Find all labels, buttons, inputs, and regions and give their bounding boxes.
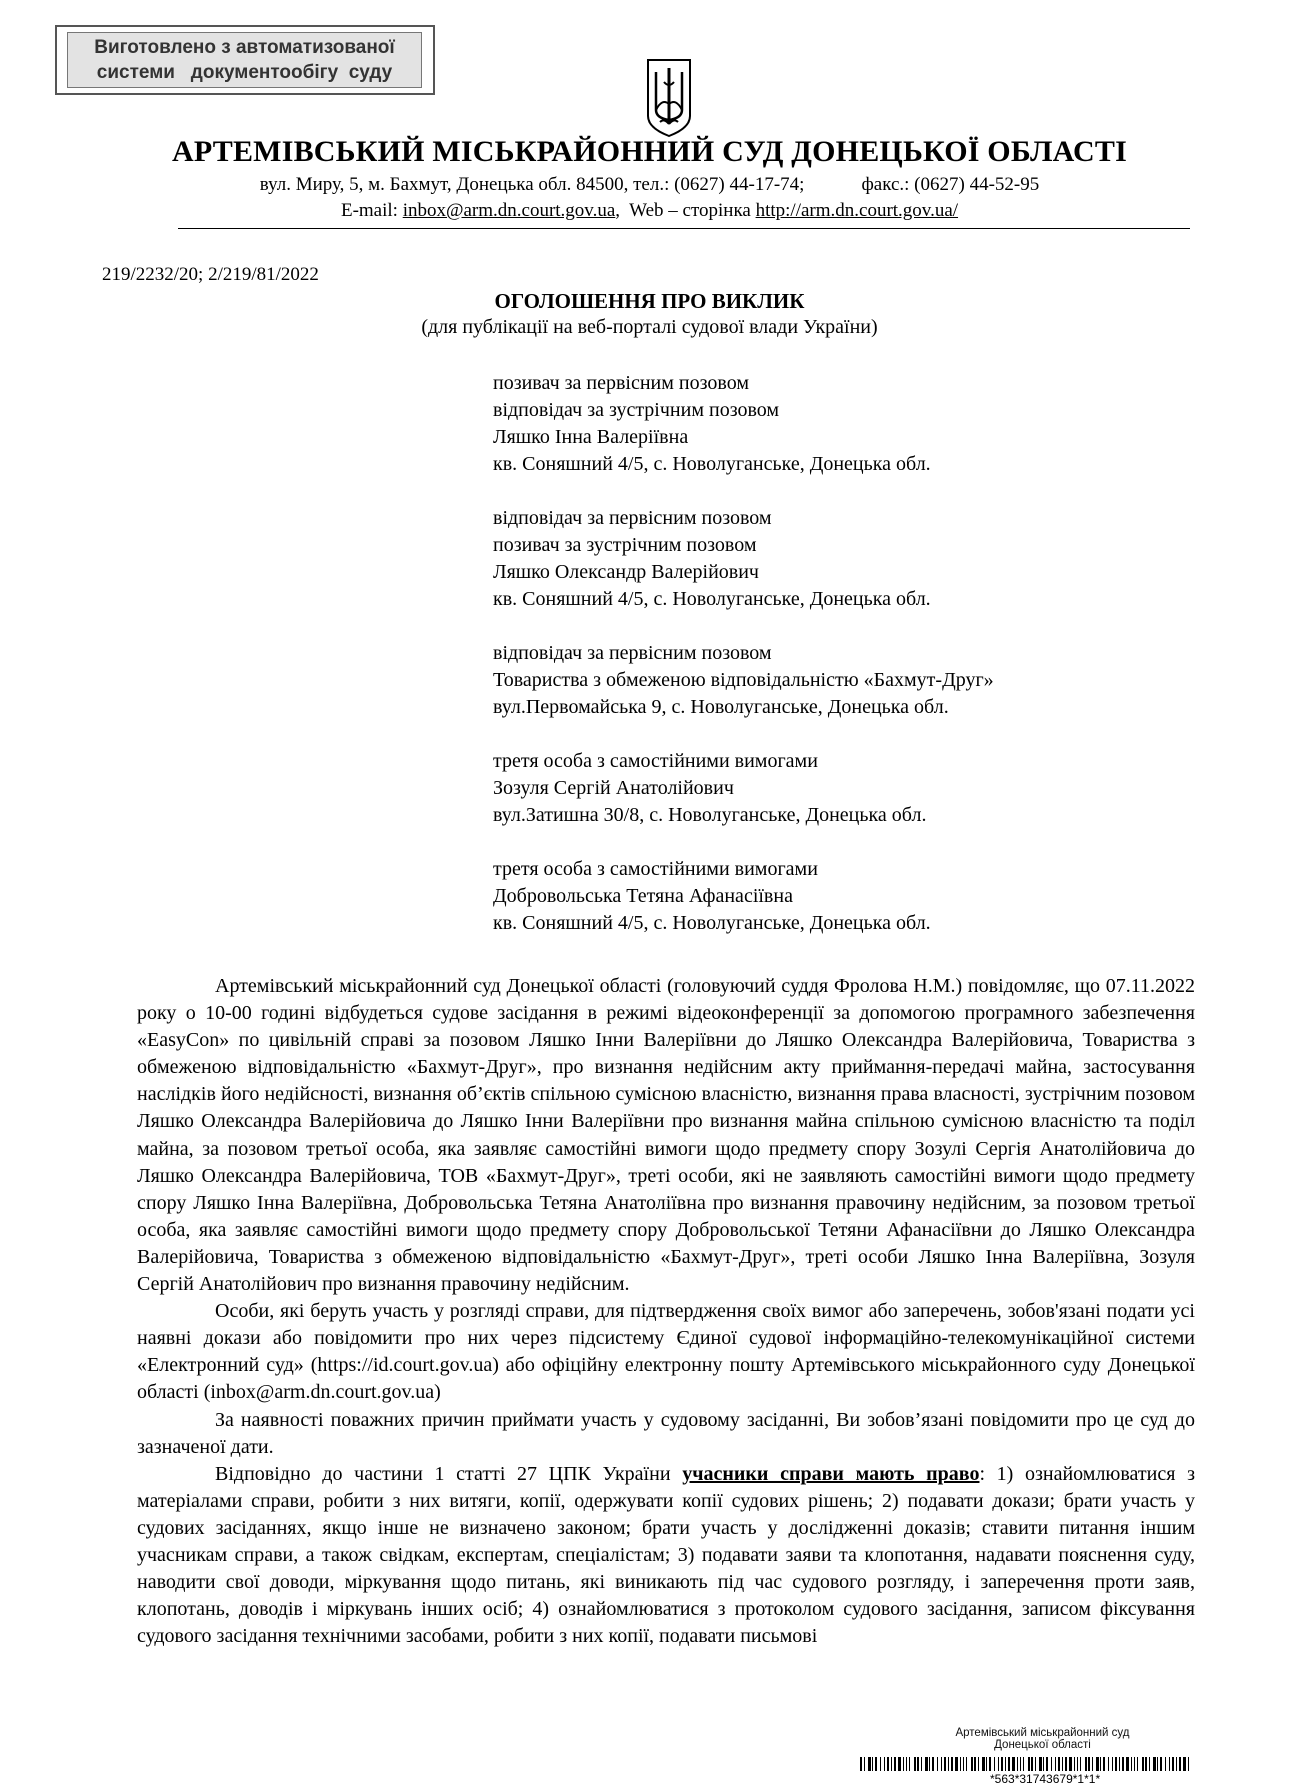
court-address: вул. Миру, 5, м. Бахмут, Донецька обл. 84500, тел.: (0627) 44-17-74; (259, 174, 805, 195)
rights-list: : 1) ознайомлюватися з матеріалами справи, робити з них витяги, копії, одержувати копії судових рішень; 2) подавати докази; брати участь у судових засіданнях, якщо інше не визначено законом; брати участь у дослідженні доказів; ставити питання іншим учасникам справи, а також свідкам, експертам, спеціалістам; 3) подавати заяви та клопотання, надавати пояснення суду, наводити свої доводи, міркування щодо питань, які виникають під час судового розгляду, і заперечення проти заяв, клопотань, доводів і міркувань інших осіб; 4) ознайомлюватися з протоколом судового засідання, записом фіксування судового засідання технічними засобами, робити з них копії, подавати письмові (137, 1462, 1195, 1648)
court-address-line (0, 174, 1299, 196)
party-block (493, 370, 994, 478)
court-email-link[interactable]: inbox@arm.dn.court.gov.ua (402, 200, 616, 221)
party-block (493, 748, 994, 829)
footer-court-name (955, 1727, 1130, 1751)
body-paragraph-hearing: Артемівський міськрайонний суд Донецької області (головуючий суддя Фролова Н.М.) повідомляє, що 07.11.2022 року о 10-00 годині відбудеться судове засідання в режимі відеоконференції за допомогою програмного забезпечення «EasyCon» по цивільній справі за позовом Ляшко Інни Валеріївни до Ляшко Олександра Валерійовича, Товариства з обмеженою відповідальністю «Бахмут-Друг», про визнання недійсним акту приймання-передачі майна, застосування наслідків його недійсності, визнання об’єктів спільною сумісною власністю, визнання права власності, зустрічним позовом Ляшко Олександра Валерійовича до Ляшко Інни Валеріївни про визнання майна спільною сумісною власністю та поділ майна, за позовом третьої особа, яка заявляє самостійні вимоги щодо предмету спору Зозулі Сергія Анатолійовича до Ляшко Олександра Валерійовича, ТОВ «Бахмут-Друг», треті особи, які не заявляють самостійні вимоги щодо предмету спору Ляшко Інна Валеріївна, Добровольська Тетяна Анатоліївна про визнання правочину недійсним, за позовом третьої особа, яка заявляє самостійні вимоги щодо предмету спору Добровольської Тетяни Афанасіївни до Ляшко Олександра Валерійовича, Товариства з обмеженою відповідальністю «Бахмут-Друг», треті особи Ляшко Інна Валеріївна, Зозуля Сергій Анатолійович про визнання правочину недійсним. (137, 975, 1195, 1296)
party-block (493, 640, 994, 721)
footer-court-line-1: Артемівський міськрайонний суд (955, 1727, 1130, 1739)
party-line: вул.Затишна 30/8, с. Новолуганське, Донецька обл. (493, 804, 927, 826)
document-title: ОГОЛОШЕННЯ ПРО ВИКЛИК (494, 289, 805, 313)
automated-system-stamp (55, 25, 435, 95)
trident-emblem-icon (644, 58, 694, 138)
document-subtitle: (для публікації на веб-порталі судової влади України) (421, 316, 878, 338)
body-paragraph-notify: За наявності поважних причин приймати участь у судовому засіданні, Ви зобов’язані повідомити про це суд до зазначеної дати. (137, 1408, 1195, 1458)
party-line: Ляшко Олександр Валерійович (493, 561, 759, 583)
party-line: кв. Соняшний 4/5, с. Новолуганське, Донецька обл. (493, 912, 931, 934)
party-line: кв. Соняшний 4/5, с. Новолуганське, Донецька обл. (493, 588, 931, 610)
party-line: Ляшко Інна Валеріївна (493, 426, 689, 448)
party-line: Добровольська Тетяна Афанасіївна (493, 885, 793, 907)
email-label: E-mail: (340, 200, 398, 221)
rights-emphasis: учасники справи мають право (682, 1462, 980, 1485)
body-paragraph-evidence: Особи, які беруть участь у розгляді справи, для підтвердження своїх вимог або заперечень, зобов'язані подати усі наявні докази або повідомити про них через підсистему Єдиної судової інформаційно-телекомунікаційної системи «Електронний суд» (https://id.court.gov.ua) або офіційну електронну пошту Артемівського міськрайонного суду Донецької області (inbox@arm.dn.court.gov.ua) (137, 1300, 1195, 1404)
stamp-line-1: Виготовлено з автоматизованої (94, 37, 395, 58)
barcode-number: *563*31743679*1*1* (990, 1772, 1101, 1786)
party-line: відповідач за зустрічним позовом (493, 399, 780, 421)
party-line: позивач за зустрічним позовом (493, 534, 757, 556)
party-line: позивач за первісним позовом (493, 372, 749, 394)
party-block (493, 856, 994, 937)
party-line: Зозуля Сергій Анатолійович (493, 777, 734, 799)
web-label: , Web – сторінка (615, 200, 751, 221)
court-fax: факс.: (0627) 44-52-95 (861, 174, 1040, 195)
court-website-link[interactable]: http://arm.dn.court.gov.ua/ (755, 200, 959, 221)
party-line: відповідач за первісним позовом (493, 507, 772, 529)
stamp-line-2: системи документообігу суду (96, 62, 393, 83)
parties-list (493, 370, 994, 964)
party-line: вул.Первомайська 9, с. Новолуганське, Донецька обл. (493, 696, 949, 718)
header-divider (178, 228, 1190, 229)
party-line: кв. Соняшний 4/5, с. Новолуганське, Донецька обл. (493, 453, 931, 475)
court-contacts-line (0, 200, 1299, 222)
party-block (493, 505, 994, 613)
notice-body (137, 973, 1195, 1650)
rights-intro: Відповідно до частини 1 статті 27 ЦПК України (215, 1462, 683, 1485)
court-name-heading: АРТЕМІВСЬКИЙ МІСЬКРАЙОННИЙ СУД ДОНЕЦЬКОЇ ОБЛАСТІ (172, 135, 1127, 168)
party-line: відповідач за первісним позовом (493, 642, 772, 664)
case-number: 219/2232/20; 2/219/81/2022 (102, 264, 319, 285)
footer-court-line-2: Донецької області (994, 1739, 1091, 1751)
stamp-text-box (67, 32, 422, 88)
body-paragraph-rights (137, 1461, 1195, 1651)
party-line: третя особа з самостійними вимогами (493, 858, 818, 880)
party-line: третя особа з самостійними вимогами (493, 750, 818, 772)
document-barcode (860, 1757, 1190, 1771)
party-line: Товариства з обмеженою відповідальністю «Бахмут-Друг» (493, 669, 994, 691)
